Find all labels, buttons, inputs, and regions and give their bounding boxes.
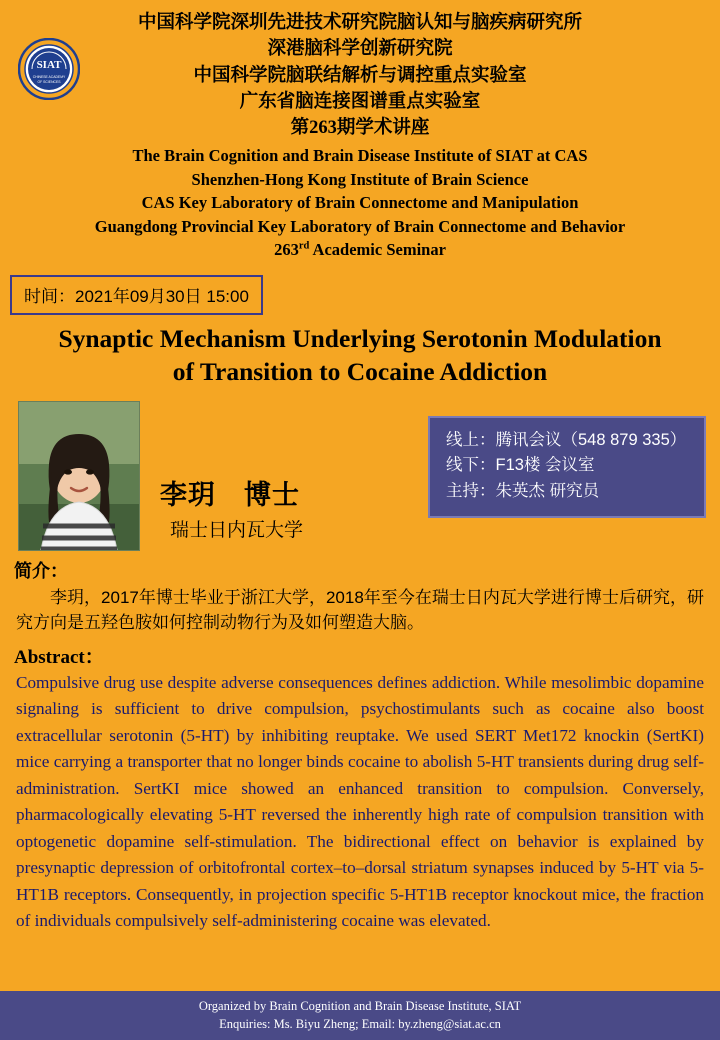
speaker-photo — [18, 401, 140, 551]
siat-logo — [18, 38, 80, 100]
header-cn-line-4: 广东省脑连接图谱重点实验室 — [239, 91, 481, 112]
header-en-line-1: The Brain Cognition and Brain Disease Institute of SIAT at CAS — [132, 146, 588, 166]
venue-online: 线上：腾讯会议（548 879 335） — [446, 430, 687, 449]
poster-header — [0, 0, 720, 261]
abstract-label: Abstract： — [14, 646, 104, 668]
speaker-section — [0, 401, 720, 551]
svg-text:CHINESE ACADEMY: CHINESE ACADEMY — [32, 75, 66, 79]
header-chinese-titles — [14, 10, 706, 141]
header-cn-line-3: 中国科学院脑联结解析与调控重点实验室 — [193, 65, 527, 86]
footer-contact: Enquiries: Ms. Biyu Zheng; Email: by.zheng@siat.ac.cn — [219, 1016, 501, 1031]
talk-title — [6, 323, 714, 388]
header-cn-line-2: 深港脑科学创新研究院 — [267, 39, 453, 60]
bio-text: 李玥，2017年博士毕业于浙江大学，2018年至今在瑞士日内瓦大学进行博士后研究，研究方向是五羟色胺如何控制动物行为及如何塑造大脑。 — [16, 587, 704, 633]
header-english-titles — [14, 144, 706, 261]
poster-footer — [0, 991, 720, 1040]
venue-offline: 线下：F13楼 会议室 — [446, 456, 595, 475]
seminar-suffix: rd — [298, 240, 310, 252]
header-cn-line-5: 第263期学术讲座 — [290, 118, 430, 139]
time-box: 时间：2021年09月30日 15:00 — [10, 275, 263, 315]
header-en-line-2: Shenzhen-Hong Kong Institute of Brain Science — [191, 169, 529, 189]
venue-host: 主持：朱英杰 研究员 — [446, 481, 600, 500]
footer-organizer: Organized by Brain Cognition and Brain Disease Institute, SIAT — [198, 998, 522, 1013]
talk-title-line-1: Synaptic Mechanism Underlying Serotonin Modulation — [58, 324, 662, 354]
speaker-affiliation: 瑞士日内瓦大学 — [170, 519, 304, 541]
bio-label: 简介： — [14, 560, 68, 581]
header-cn-line-1: 中国科学院深圳先进技术研究院脑认知与脑疾病研究所 — [137, 13, 582, 33]
header-en-seminar-line — [14, 238, 706, 261]
header-en-line-3: CAS Key Laboratory of Brain Connectome and Manipulation — [141, 193, 579, 213]
svg-text:SIAT: SIAT — [36, 59, 62, 71]
seminar-number: 263 — [274, 240, 299, 260]
speaker-name: 李玥 博士 — [160, 479, 300, 510]
abstract-text: Compulsive drug use despite adverse consequences defines addiction. While mesolimbic dopamine signaling is sufficient to drive compulsion, psychostimulants such as cocaine also boost extracellular serotonin (5-HT) by inhibiting reuptake. We used SERT Met172 knockin (SertKI) mice carrying a transporter that no longer binds cocaine to abolish 5-HT transients during drug self-administration. SertKI mice showed an enhanced transition to compulsion. Conversely, pharmacologically elevating 5-HT reversed the inherently high rate of compulsion transition with optogenetic dopamine self-stimulation. The bidirectional effect on behavior is explained by presynaptic depression of orbitofrontal cortex–to–dorsal striatum synapses induced by 5-HT via 5-HT1B receptors. Consequently, in projection specific 5-HT1B receptor knockout mice, the fraction of individuals compulsively self-administering cocaine was elevated. — [16, 672, 704, 931]
seminar-label: Academic Seminar — [309, 240, 446, 260]
svg-text:OF SCIENCES: OF SCIENCES — [37, 80, 61, 84]
header-en-line-4: Guangdong Provincial Key Laboratory of Brain Connectome and Behavior — [94, 216, 626, 236]
venue-info-box — [428, 416, 706, 519]
talk-title-line-2: of Transition to Cocaine Addiction — [172, 357, 548, 387]
